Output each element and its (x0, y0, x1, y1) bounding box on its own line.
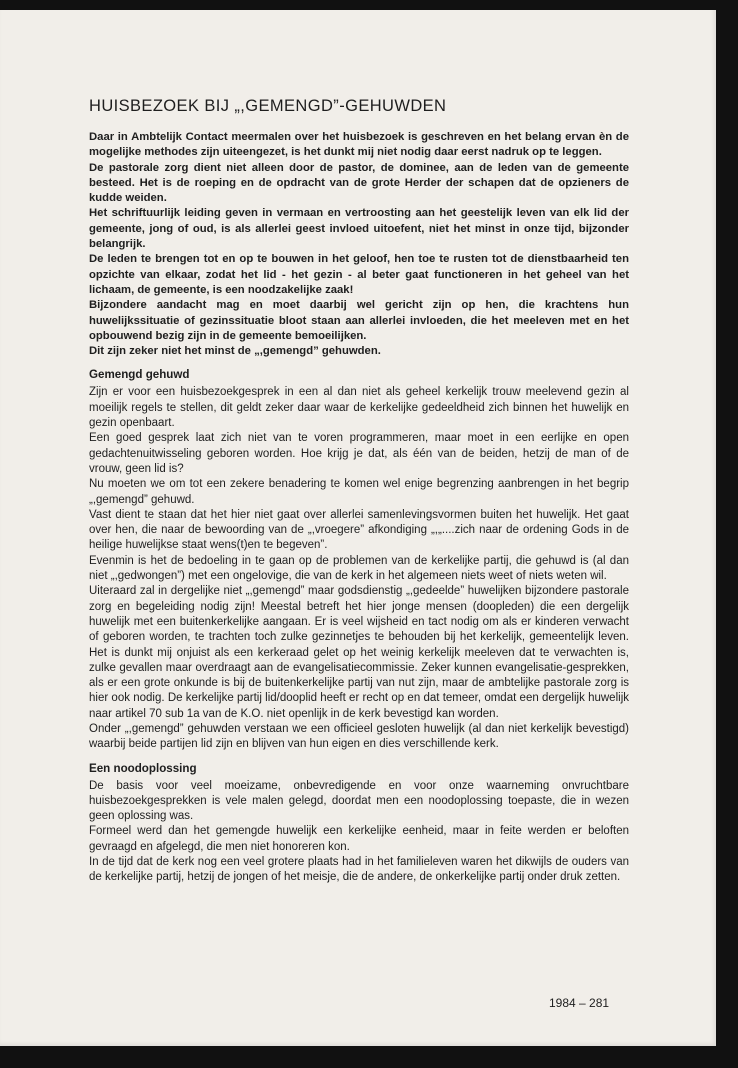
intro-paragraph: Bijzondere aandacht mag en moet daarbij wel gericht zijn op hen, die krachtens hun huwelijkssituatie of gezinssituatie bloot staan aan allerlei invloeden, die het meeleven met en het opbouwend bezig zijn in de gemeente bemoeilijken. (89, 299, 629, 342)
section-heading: Gemengd gehuwd (89, 368, 190, 382)
section-heading: Een noodoplossing (89, 761, 197, 775)
body-paragraph: Zijn er voor een huisbezoekgesprek in een al dan niet als geheel kerkelijk trouw meelevend gezin al moeilijk regels te stellen, dit geldt zeker daar waar de kerkelijke gedeeldheid zich binnen het huwelijk en gezin openbaart. (89, 386, 629, 430)
scan-edge-right (716, 0, 738, 1068)
article-title: HUISBEZOEK BIJ „,GEMENGD”-GEHUWDEN (89, 97, 447, 115)
body-paragraph: Vast dient te staan dat het hier niet gaat over allerlei samenlevingsvormen buiten het huwelijk. Het gaat over hen, die naar de bewoording van de „,vroegere” afkondiging „,„....zich naar de ordening Gods in de heilige huwelijkse staat wens(t)en te begeven”. (89, 508, 629, 552)
body-paragraph: Evenmin is het de bedoeling in te gaan op de problemen van de kerkelijke partij, die gehuwd is (al dan niet „,gedwongen”) met een ongelovige, die van de kerk in het algemeen niets weet of niets weten wil. (89, 554, 629, 583)
article (89, 97, 629, 886)
intro-paragraph: Het schriftuurlijk leiding geven in vermaan en vertroosting aan het geestelijk leven van elk lid der gemeente, jong of oud, is als allerlei geest invloed uitoefent, niet het minst in onze tijd, bijzonder belangrijk. (89, 207, 629, 251)
body-paragraph: In de tijd dat de kerk nog een veel grotere plaats had in het familieleven waren het dikwijls de ouders van de kerkelijke partij, hetzij de jongen of het meisje, die de andere, de onkerkelijke partij onder druk zetten. (89, 856, 629, 884)
body-paragraph: Formeel werd dan het gemengde huwelijk een kerkelijke eenheid, maar in feite werden er beloften gevraagd en afgelegd, die men niet honoreren kon. (89, 825, 629, 853)
intro-paragraph: Daar in Ambtelijk Contact meermalen over het huisbezoek is geschreven en het belang ervan èn de mogelijke methodes zijn uiteengezet, is het dunkt mij niet nodig daar eerst nadruk op te leggen. (89, 131, 629, 159)
body-paragraph: Nu moeten we om tot een zekere benadering te komen wel enige begrenzing aanbrengen in het begrip „,gemengd” gehuwd. (89, 478, 629, 506)
scan-edge-top (0, 0, 716, 10)
body-paragraph: Onder „,gemengd” gehuwden verstaan we een officieel gesloten huwelijk (al dan niet kerkelijk bevestigd) waarbij beide partijen lid zijn en blijven van hun eigen en dies verschillende kerk. (89, 722, 629, 751)
intro-paragraph: De leden te brengen tot en op te bouwen in het geloof, hen toe te rusten tot de dienstbaarheid ten opzichte van elkaar, zodat het lid - het gezin - al beter gaat functioneren in het geheel van het lichaam, de gemeente, is een noodzakelijke zaak! (89, 253, 629, 296)
body-paragraph: De basis voor veel moeizame, onbevredigende en voor onze waarneming onvruchtbare huisbezoekgesprekken is vele malen gelegd, doordat men een noodoplossing toepaste, die in wezen geen oplossing was. (89, 779, 629, 823)
section-een-noodoplossing (89, 762, 629, 886)
body-paragraph: Uiteraard zal in dergelijke niet „,gemengd” maar godsdienstig „,gedeelde” huwelijken bijzondere pastorale zorg en begeleiding nodig zijn! Meestal betreft het hier jonge mensen (doopleden) die een dergelijk huwelijk met een buitenkerkelijke aangaan. Er is veel wijsheid en tact nodig om als er kinderen verwacht of geboren worden, te trachten toch zulke gezinnetjes te behouden bij het kerkelijk, gemeentelijk leven. Het is dunkt mij onjuist als een kerkeraad gelet op het weinig kerkelijk meeleven dat te verwachten is, zulke gevallen maar overdraagt aan de evangelisatiecommissie. Zeker kunnen evangelisatie-gesprekken, als er een grote onkunde is bij de buitenkerkelijke partij van nut zijn, maar de ambtelijke pastorale zorg is hier ook nodig. De kerkelijke partij lid/dooplid heeft er recht op en dat temeer, omdat een dergelijk huwelijk naar artikel 70 sub 1a van de K.O. niet openlijk in de kerk bevestigd kan worden. (89, 585, 629, 720)
page-number: 1984 – 281 (549, 996, 610, 1010)
article-intro (89, 130, 629, 359)
section-gemengd-gehuwd (89, 368, 629, 752)
body-paragraph: Een goed gesprek laat zich niet van te voren programmeren, maar moet in een eerlijke en open gedachtenuitwisseling geboren worden. Hoe krijg je dat, als één van de beiden, hetzij de man of de vrouw, geen lid is? (89, 432, 629, 475)
intro-paragraph: De pastorale zorg dient niet alleen door de pastor, de dominee, aan de leden van de gemeente besteed. Het is de roeping en de opdracht van de grote Herder der schapen dat de opzieners de kudde weiden. (89, 161, 629, 205)
intro-paragraph: Dit zijn zeker niet het minst de „,gemengd” gehuwden. (89, 345, 381, 358)
scan-edge-bottom (0, 1046, 738, 1068)
